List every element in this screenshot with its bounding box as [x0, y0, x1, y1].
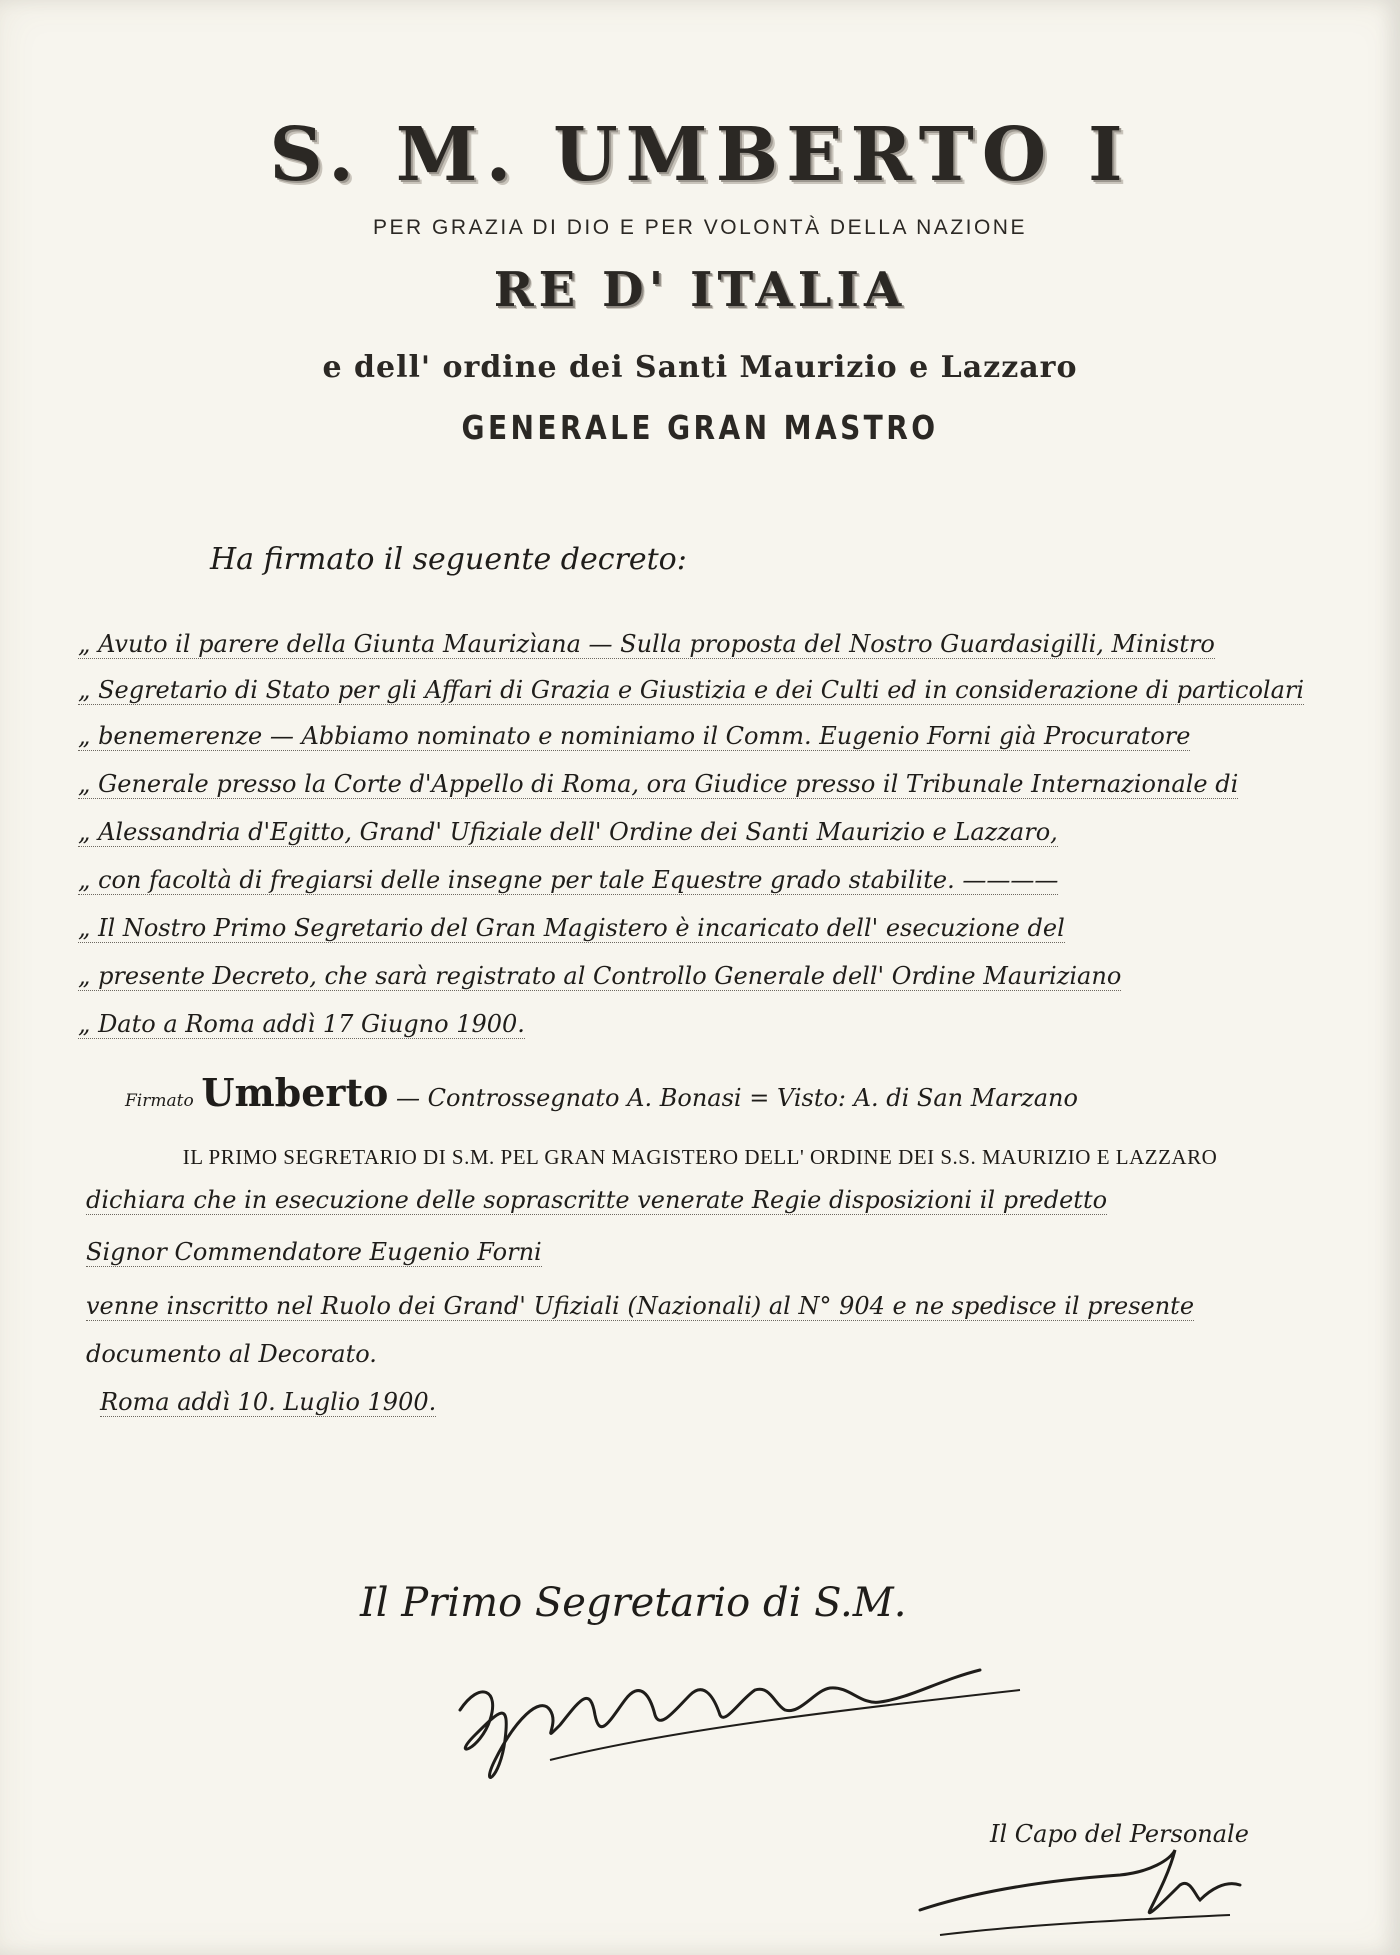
decree-line: „ presente Decreto, che sarà registrato al Controllo Generale dell' Ordine Mauriziano: [78, 962, 1122, 990]
decree-date-line: „ Dato a Roma addì 17 Giugno 1900.: [78, 1010, 525, 1038]
decree-line: „ Segretario di Stato per gli Affari di Grazia e Giustizia e dei Culti ed in considerazione di particolari: [78, 676, 1305, 704]
decree-line: „ Generale presso la Corte d'Appello di Roma, ora Giudice presso il Tribunale Internazionale di: [78, 770, 1239, 798]
secretary-signature-icon: [420, 1640, 1040, 1800]
decree-intro: Ha firmato il seguente decreto:: [210, 542, 687, 577]
signed-line: [125, 1070, 1078, 1115]
certificate-line: documento al Decorato.: [86, 1340, 377, 1368]
capo-personale-label: Il Capo del Personale: [990, 1820, 1249, 1848]
firmato-label: Firmato: [125, 1091, 194, 1111]
secretary-heading: IL PRIMO SEGRETARIO DI S.M. PEL GRAN MAGISTERO DELL' ORDINE DEI S.S. MAURIZIO E LAZZARO: [182, 1145, 1218, 1169]
king-signature-name: Umberto: [201, 1070, 389, 1115]
re-ditalia-title: RE D' ITALIA: [493, 262, 907, 318]
decree-line: „ Alessandria d'Egitto, Grand' Ufiziale dell' Ordine dei Santi Maurizio e Lazzaro,: [78, 818, 1058, 846]
certificate-line: dichiara che in esecuzione delle soprascritte venerate Regie disposizioni il predetto: [86, 1186, 1108, 1214]
certificate-date-line: Roma addì 10. Luglio 1900.: [100, 1388, 437, 1416]
certificate-line: venne inscritto nel Ruolo dei Grand' Ufiziali (Nazionali) al N° 904 e ne spedisce il presente: [86, 1292, 1195, 1320]
countersigned-text: — Controssegnato A. Bonasi = Visto: A. di San Marzano: [395, 1084, 1078, 1112]
decree-line: „ Il Nostro Primo Segretario del Gran Magistero è incaricato dell' esecuzione del: [78, 914, 1065, 942]
grace-line: PER GRAZIA DI DIO E PER VOLONTÀ DELLA NAZIONE: [373, 216, 1027, 239]
decree-line: „ con facoltà di fregiarsi delle insegne per tale Equestre grado stabilite. ————: [78, 866, 1059, 894]
grand-master-title: GENERALE GRAN MASTRO: [461, 408, 939, 447]
decree-line: „ benemerenze — Abbiamo nominato e nominiamo il Comm. Eugenio Forni già Procuratore: [78, 722, 1191, 750]
closing-title: Il Primo Segretario di S.M.: [360, 1580, 907, 1626]
order-line: e dell' ordine dei Santi Maurizio e Lazzaro: [322, 350, 1078, 385]
king-title: S. M. UMBERTO I: [269, 112, 1131, 198]
capo-signature-icon: [900, 1830, 1260, 1950]
decree-line: „ Avuto il parere della Giunta Maurizìana — Sulla proposta del Nostro Guardasigilli, Ministro: [78, 630, 1215, 658]
certificate-line: Signor Commendatore Eugenio Forni: [86, 1238, 542, 1266]
